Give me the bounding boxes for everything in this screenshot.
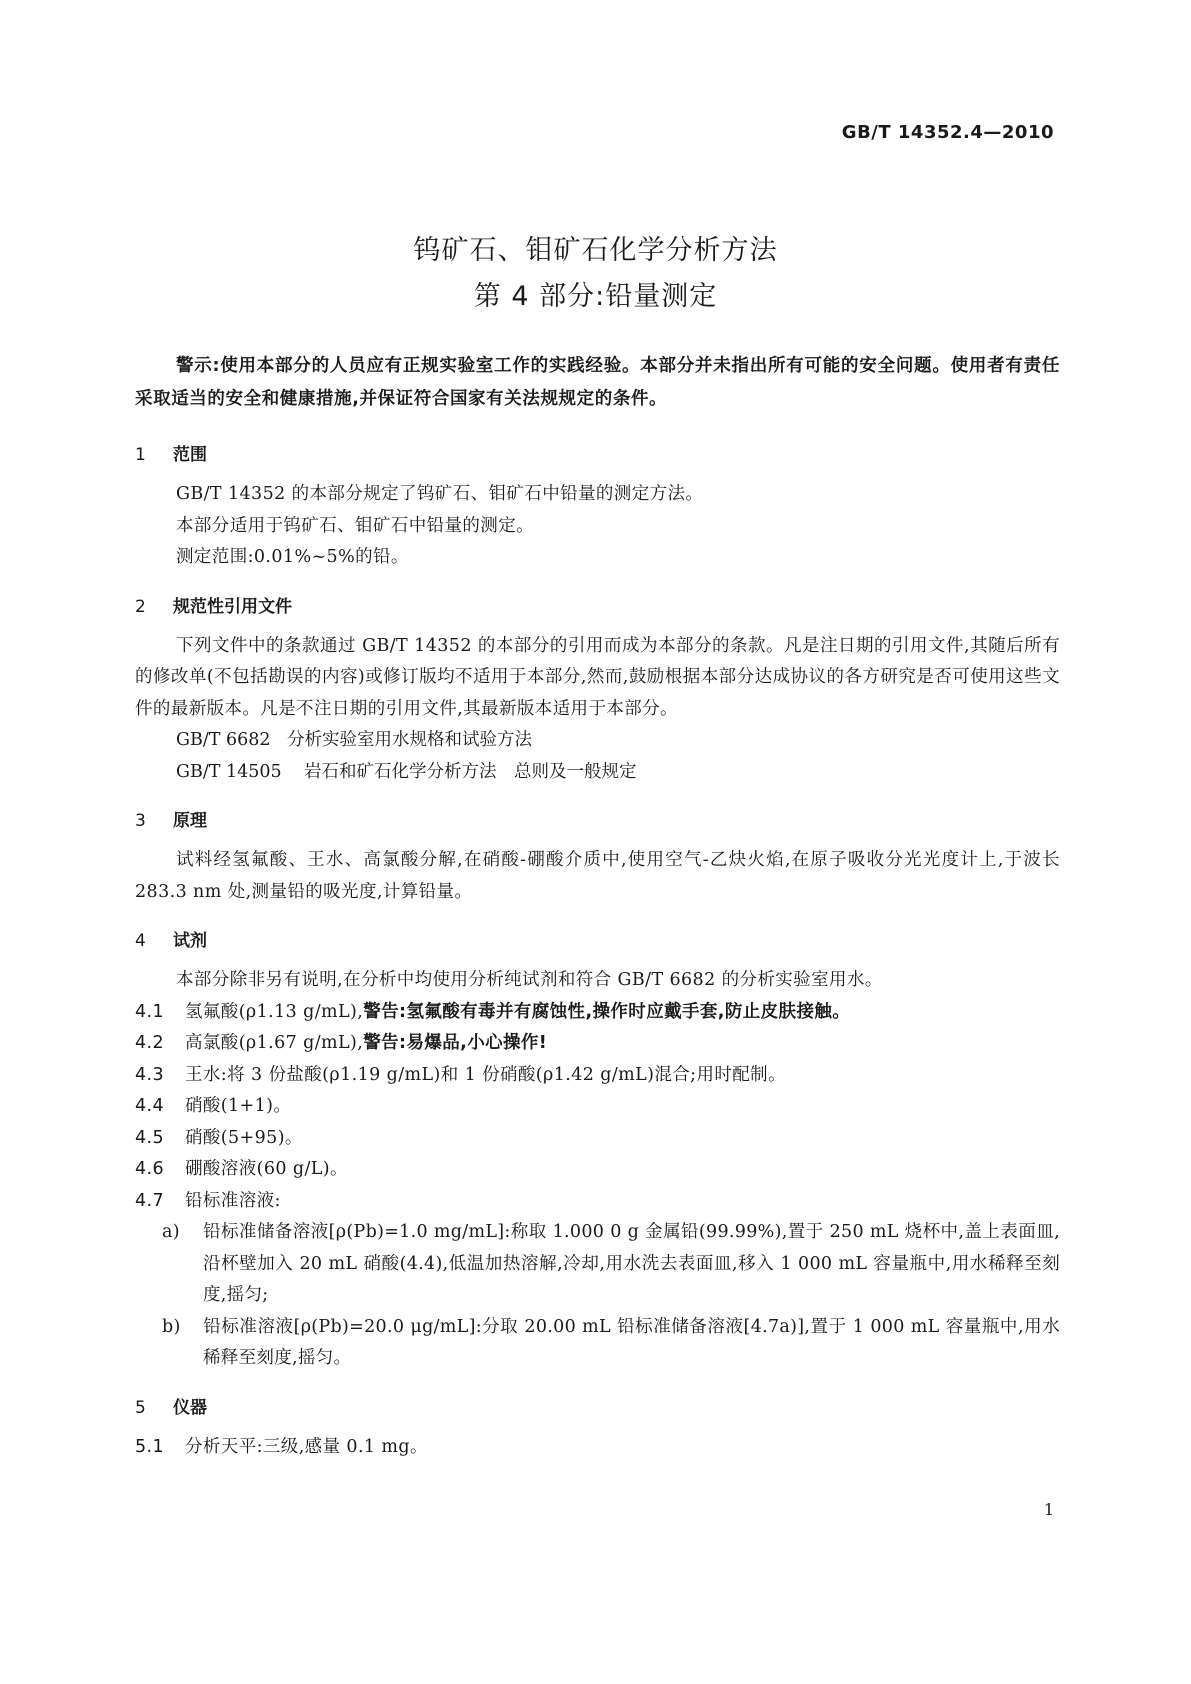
item-text: 硝酸(5+95)。 xyxy=(185,1127,303,1148)
section-number: 4 xyxy=(135,931,146,951)
section-number: 1 xyxy=(135,445,146,465)
item-text: 硝酸(1+1)。 xyxy=(185,1096,292,1116)
section-5-heading xyxy=(135,1393,1060,1418)
item-number: 4.1 xyxy=(135,1001,165,1022)
sub-item-text: 铅标准溶液[ρ(Pb)=20.0 μg/mL]:分取 20.00 mL 铅标准储备溶液[4.7a)],置于 1 000 mL 容量瓶中,用水稀释至刻度,摇匀。 xyxy=(203,1316,1060,1368)
sub-item xyxy=(135,1312,1060,1375)
instrument-item xyxy=(135,1432,1060,1464)
section-title: 仪器 xyxy=(173,1397,207,1418)
item-text: 硼酸溶液(60 g/L)。 xyxy=(185,1159,348,1179)
section-number: 3 xyxy=(135,811,146,831)
warning-notice: 警示:使用本部分的人员应有正规实验室工作的实践经验。本部分并未指出所有可能的安全问题。使用者有责任采取适当的安全和健康措施,并保证符合国家有关法规规定的条件。 xyxy=(135,356,1060,409)
section-1-heading xyxy=(135,440,1060,465)
item-text: 王水:将 3 份盐酸(ρ1.19 g/mL)和 1 份硝酸(ρ1.42 g/mL)混合;用时配制。 xyxy=(185,1064,786,1085)
item-text: 氢氟酸(ρ1.13 g/mL), xyxy=(185,1001,364,1022)
document-subtitle: 第 4 部分:铅量测定 xyxy=(473,281,718,312)
section-title: 规范性引用文件 xyxy=(173,596,292,617)
section-number: 2 xyxy=(135,596,146,617)
paragraph: 下列文件中的条款通过 GB/T 14352 的本部分的引用而成为本部分的条款。凡是注日期的引用文件,其随后所有的修改单(不包括勘误的内容)或修订版均不适用于本部分,然而,鼓励根据本部分达成协议的各方研究是否可使用这些文件的最新版本。凡是不注日期的引用文件,其最新版本适用于本部分。 xyxy=(135,635,1060,719)
sub-item-label: a) xyxy=(162,1222,180,1242)
paragraph: 试料经氢氟酸、王水、高氯酸分解,在硝酸-硼酸介质中,使用空气-乙炔火焰,在原子吸收分光光度计上,于波长 283.3 nm 处,测量铅的吸光度,计算铅量。 xyxy=(135,850,1060,902)
item-warning: 警告:易爆品,小心操作! xyxy=(363,1033,548,1053)
sub-item xyxy=(135,1217,1060,1312)
normative-reference xyxy=(135,757,1060,789)
reagent-item xyxy=(135,1154,1060,1186)
paragraph: 本部分适用于钨矿石、钼矿石中铅量的测定。 xyxy=(176,515,534,536)
section-4-heading xyxy=(135,926,1060,951)
sub-item-label: b) xyxy=(162,1316,181,1337)
reagent-item xyxy=(135,1091,1060,1123)
reference-title: 岩石和矿石化学分析方法 总则及一般规定 xyxy=(304,761,637,782)
reagent-item xyxy=(135,1028,1060,1060)
document-body xyxy=(135,350,1060,1463)
item-number: 4.2 xyxy=(135,1033,165,1053)
item-text: 高氯酸(ρ1.67 g/mL), xyxy=(185,1033,364,1053)
item-number: 5.1 xyxy=(135,1436,165,1457)
reference-title: 分析实验室用水规格和试验方法 xyxy=(287,730,532,750)
normative-reference xyxy=(135,725,1060,757)
item-number: 4.3 xyxy=(135,1064,165,1085)
reference-code: GB/T 6682 xyxy=(176,730,271,750)
document-title: 钨矿石、钼矿石化学分析方法 xyxy=(413,235,778,266)
section-title: 原理 xyxy=(173,811,207,831)
section-3-heading xyxy=(135,806,1060,831)
sub-item-text: 铅标准储备溶液[ρ(Pb)=1.0 mg/mL]:称取 1.000 0 g 金属铅(99.99%),置于 250 mL 烧杯中,盖上表面皿,沿杯壁加入 20 mL 硝酸(4.4),低温加热溶解,冷却,用水洗去表面皿,移入 1 000 mL 容量瓶中,用水稀释至刻度,摇匀; xyxy=(203,1222,1060,1305)
section-2-heading xyxy=(135,592,1060,617)
item-number: 4.7 xyxy=(135,1190,165,1211)
reagent-item xyxy=(135,1060,1060,1092)
section-number: 5 xyxy=(135,1397,146,1418)
item-number: 4.5 xyxy=(135,1127,165,1148)
item-number: 4.4 xyxy=(135,1096,165,1116)
paragraph: GB/T 14352 的本部分规定了钨矿石、钼矿石中铅量的测定方法。 xyxy=(176,484,704,504)
item-warning: 警告:氢氟酸有毒并有腐蚀性,操作时应戴手套,防止皮肤接触。 xyxy=(363,1001,851,1022)
reagent-item xyxy=(135,1186,1060,1218)
standard-code: GB/T 14352.4—2010 xyxy=(841,122,1054,143)
paragraph: 本部分除非另有说明,在分析中均使用分析纯试剂和符合 GB/T 6682 的分析实验室用水。 xyxy=(176,970,883,990)
page-number: 1 xyxy=(1043,1500,1054,1519)
reference-code: GB/T 14505 xyxy=(176,761,282,782)
reagent-item xyxy=(135,997,1060,1029)
item-text: 铅标准溶液: xyxy=(185,1190,281,1211)
section-title: 试剂 xyxy=(173,931,207,951)
item-text: 分析天平:三级,感量 0.1 mg。 xyxy=(185,1436,428,1457)
section-title: 范围 xyxy=(173,445,207,465)
reagent-item xyxy=(135,1123,1060,1155)
paragraph: 测定范围:0.01%~5%的铅。 xyxy=(176,547,409,567)
item-number: 4.6 xyxy=(135,1159,165,1179)
